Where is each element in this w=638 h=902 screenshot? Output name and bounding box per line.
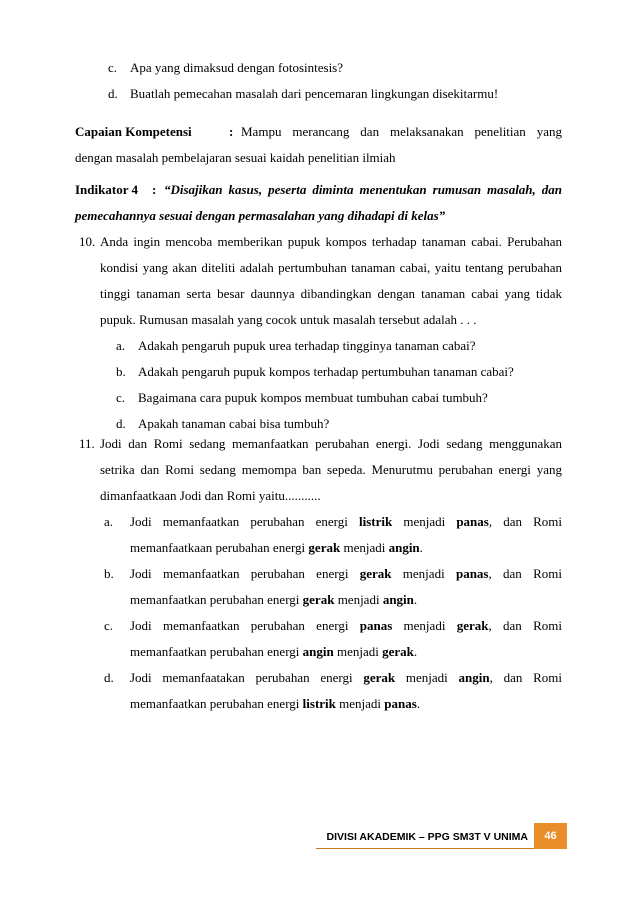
question-11-line: dimanfaatkaan Jodi dan Romi yaitu........... bbox=[100, 488, 321, 503]
q11-option-b-marker: b. bbox=[104, 566, 114, 581]
q11-option-d-line1: Jodi memanfaatakan perubahan energi gerak menjadi angin, dan Romi bbox=[130, 670, 562, 685]
indikator-text-line2: pemecahannya sesuai dengan permasalahan yang dihadapi di kelas” bbox=[75, 208, 446, 223]
indikator-colon: : bbox=[152, 182, 157, 197]
q10-option-a-text: Adakah pengaruh pupuk urea terhadap tingginya tanaman cabai? bbox=[138, 338, 476, 353]
q11-option-d-marker: d. bbox=[104, 670, 114, 685]
indikator-label: Indikator 4 bbox=[75, 182, 138, 197]
capaian-label: Capaian Kompetensi bbox=[75, 124, 192, 139]
capaian-text-line2: dengan masalah pembelajaran sesuai kaidah penelitian ilmiah bbox=[75, 150, 396, 165]
question-11-line: setrika dan Romi sedang memompa ban sepeda. Menurutmu perubahan energi yang bbox=[100, 462, 562, 477]
question-10-line: tinggi tanaman serta besar daunnya dibandingkan dengan tanaman cabai yang tidak bbox=[100, 286, 562, 301]
q10-option-d-marker: d. bbox=[116, 416, 126, 431]
q11-option-b-line2: memanfaatkan perubahan energi gerak menjadi angin. bbox=[130, 592, 418, 607]
question-10-line: Anda ingin mencoba memberikan pupuk kompos terhadap tanaman cabai. Perubahan bbox=[100, 234, 562, 249]
q11-option-a-line1: Jodi memanfaatkan perubahan energi listrik menjadi panas, dan Romi bbox=[130, 514, 562, 529]
q11-option-b-line1: Jodi memanfaatkan perubahan energi gerak menjadi panas, dan Romi bbox=[130, 566, 562, 581]
q11-option-c-line2: memanfaatkan perubahan energi angin menjadi gerak. bbox=[130, 644, 418, 659]
footer-text: DIVISI AKADEMIK – PPG SM3T V UNIMA bbox=[326, 831, 528, 843]
page-number-badge: 46 bbox=[534, 823, 567, 849]
q11-option-a-line2: memanfaatkaan perubahan energi gerak menjadi angin. bbox=[130, 540, 423, 555]
q10-option-d-text: Apakah tanaman cabai bisa tumbuh? bbox=[138, 416, 330, 431]
question-11-line: Jodi dan Romi sedang memanfaatkan perubahan energi. Jodi sedang menggunakan bbox=[100, 436, 562, 451]
prev-option-d-text: Buatlah pemecahan masalah dari pencemaran lingkungan disekitarmu! bbox=[130, 86, 499, 101]
prev-option-d-marker: d. bbox=[108, 86, 118, 101]
q11-option-d-line2: memanfaatkan perubahan energi listrik menjadi panas. bbox=[130, 696, 421, 711]
q11-option-c-line1: Jodi memanfaatkan perubahan energi panas menjadi gerak, dan Romi bbox=[130, 618, 562, 633]
capaian-text-line1: Mampu merancang dan melaksanakan penelitian yang bbox=[241, 124, 562, 139]
prev-option-c-marker: c. bbox=[108, 60, 118, 75]
q10-option-b-marker: b. bbox=[116, 364, 126, 379]
footer-divider bbox=[316, 848, 534, 849]
indikator-text-line1: “Disajikan kasus, peserta diminta menentukan rumusan masalah, dan bbox=[164, 182, 562, 197]
question-10-line: kondisi yang akan diteliti adalah pertumbuhan tanaman cabai, yaitu tentang perubahan bbox=[100, 260, 562, 275]
q10-option-a-marker: a. bbox=[116, 338, 126, 353]
prev-option-c-text: Apa yang dimaksud dengan fotosintesis? bbox=[130, 60, 344, 75]
q10-option-c-text: Bagaimana cara pupuk kompos membuat tumbuhan cabai tumbuh? bbox=[138, 390, 488, 405]
q11-option-a-marker: a. bbox=[104, 514, 114, 529]
question-10-number: 10. bbox=[79, 234, 96, 249]
q11-option-c-marker: c. bbox=[104, 618, 114, 633]
q10-option-b-text: Adakah pengaruh pupuk kompos terhadap pertumbuhan tanaman cabai? bbox=[138, 364, 514, 379]
capaian-colon: : bbox=[229, 124, 234, 139]
question-10-line: pupuk. Rumusan masalah yang cocok untuk masalah tersebut adalah . . . bbox=[100, 312, 477, 327]
question-11-number: 11. bbox=[79, 436, 95, 451]
q10-option-c-marker: c. bbox=[116, 390, 126, 405]
